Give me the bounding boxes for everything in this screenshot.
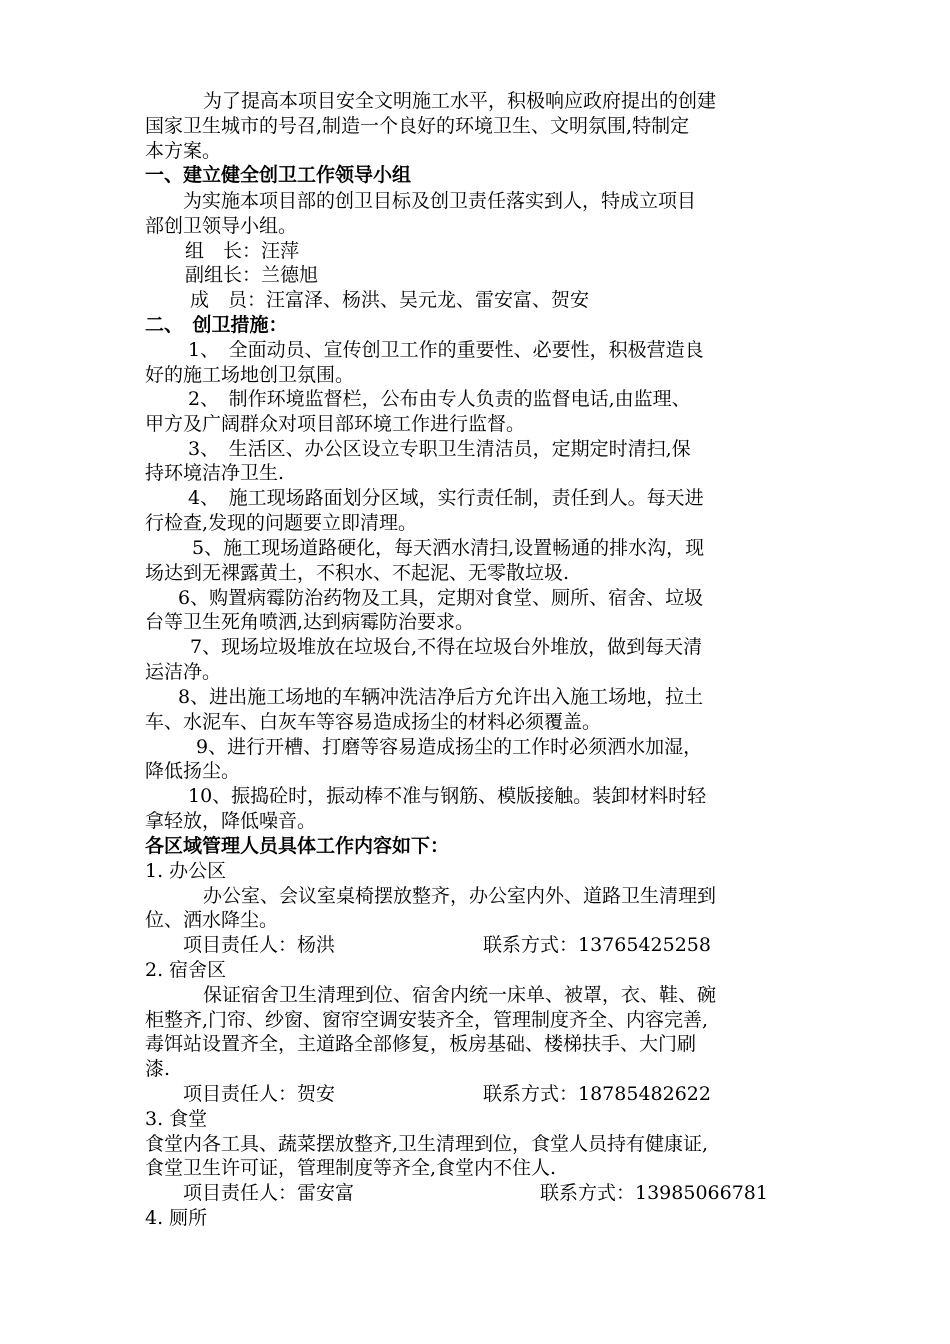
leader-line: 组 长：汪萍 [185, 240, 300, 262]
area-2-desc-line-2: 柜整齐,门帘、纱窗、窗帘空调安装齐全，管理制度齐全、内容完善, [145, 1009, 709, 1031]
section2-heading: 二、 创卫措施： [145, 314, 288, 336]
measure-4-line-1: 4、 施工现场路面划分区域，实行责任制，责任到人。每天进 [188, 487, 704, 509]
area-4-title: 4. 厕所 [145, 1207, 208, 1229]
measure-3-line-1: 3、 生活区、办公区设立专职卫生清洁员，定期定时清扫,保 [188, 438, 691, 460]
measure-1-line-2: 好的施工场地创卫氛围。 [145, 364, 355, 386]
measure-9-line-2: 降低扬尘。 [145, 760, 241, 782]
area-3-title: 3. 食堂 [145, 1108, 208, 1130]
intro-line-3: 本方案。 [145, 140, 222, 162]
measure-6-line-1: 6、购置病霉防治药物及工具，定期对食堂、厕所、宿舍、垃圾 [178, 587, 704, 609]
measure-1-line-1: 1、 全面动员、宣传创卫工作的重要性、必要性，积极营造良 [188, 339, 704, 361]
measure-10-line-2: 拿轻放，降低噪音。 [145, 810, 317, 832]
area-3-person: 项目责任人：雷安富 [183, 1182, 355, 1204]
measure-5-line-2: 场达到无裸露黄土，不积水、不起泥、无零散垃圾. [145, 562, 570, 584]
members-line: 成 员：汪富泽、杨洪、吴元龙、雷安富、贺安 [190, 289, 590, 311]
area-2-title: 2. 宿舍区 [145, 959, 227, 981]
area-3-desc-line-2: 食堂卫生许可证，管理制度等齐全,食堂内不住人. [145, 1157, 557, 1179]
area-2-contact: 联系方式：18785482622 [483, 1083, 711, 1105]
area-2-desc-line-3: 毒饵站设置齐全，主道路全部修复，板房基础、楼梯扶手、大门刷 [145, 1033, 697, 1055]
section1-para-line-1: 为实施本项目部的创卫目标及创卫责任落实到人，特成立项目 [183, 190, 697, 212]
intro-line-1: 为了提高本项目安全文明施工水平，积极响应政府提出的创建 [203, 90, 717, 112]
measure-7-line-2: 运洁净。 [145, 661, 222, 683]
area-1-desc-line-2: 位、洒水降尘。 [145, 909, 279, 931]
vice-leader-line: 副组长：兰德旭 [185, 264, 319, 286]
area-2-desc-line-4: 漆. [145, 1058, 171, 1080]
area-3-contact: 联系方式：13985066781 [540, 1182, 768, 1204]
measure-2-line-1: 2、 制作环境监督栏，公布由专人负责的监督电话,由监理、 [188, 388, 691, 410]
area-3-desc-line-1: 食堂内各工具、蔬菜摆放整齐,卫生清理到位，食堂人员持有健康证, [145, 1133, 709, 1155]
measure-7-line-1: 7、现场垃圾堆放在垃圾台,不得在垃圾台外堆放，做到每天清 [190, 636, 703, 658]
section3-heading: 各区域管理人员具体工作内容如下： [145, 835, 450, 857]
measure-4-line-2: 行检查,发现的问题要立即清理。 [145, 512, 418, 534]
measure-8-line-1: 8、进出施工场地的车辆冲洗洁净后方允许出入施工场地，拉土 [178, 686, 704, 708]
area-1-desc-line-1: 办公室、会议室桌椅摆放整齐，办公室内外、道路卫生清理到 [203, 885, 717, 907]
measure-6-line-2: 台等卫生死角喷洒,达到病霉防治要求。 [145, 611, 475, 633]
measure-5-line-1: 5、施工现场道路硬化，每天洒水清扫,设置畅通的排水沟，现 [192, 537, 705, 559]
measure-9-line-1: 9、进行开槽、打磨等容易造成扬尘的工作时必须洒水加湿， [196, 736, 703, 758]
section1-heading: 一、建立健全创卫工作领导小组 [145, 164, 412, 186]
intro-line-2: 国家卫生城市的号召,制造一个良好的环境卫生、文明氛围,特制定 [145, 115, 690, 137]
measure-10-line-1: 10、振捣砼时，振动棒不准与钢筋、模版接触。装卸材料时轻 [188, 785, 707, 807]
area-2-person: 项目责任人：贺安 [183, 1083, 336, 1105]
section1-para-line-2: 部创卫领导小组。 [145, 215, 298, 237]
measure-8-line-2: 车、水泥车、白灰车等容易造成扬尘的材料必须覆盖。 [145, 711, 602, 733]
area-1-title: 1. 办公区 [145, 860, 227, 882]
area-2-desc-line-1: 保证宿舍卫生清理到位、宿舍内统一床单、被罩，衣、鞋、碗 [203, 984, 717, 1006]
area-1-contact: 联系方式：13765425258 [483, 934, 711, 956]
area-1-person: 项目责任人：杨洪 [183, 934, 336, 956]
measure-3-line-2: 持环境洁净卫生. [145, 462, 285, 484]
measure-2-line-2: 甲方及广阔群众对项目部环境工作进行监督。 [145, 413, 526, 435]
